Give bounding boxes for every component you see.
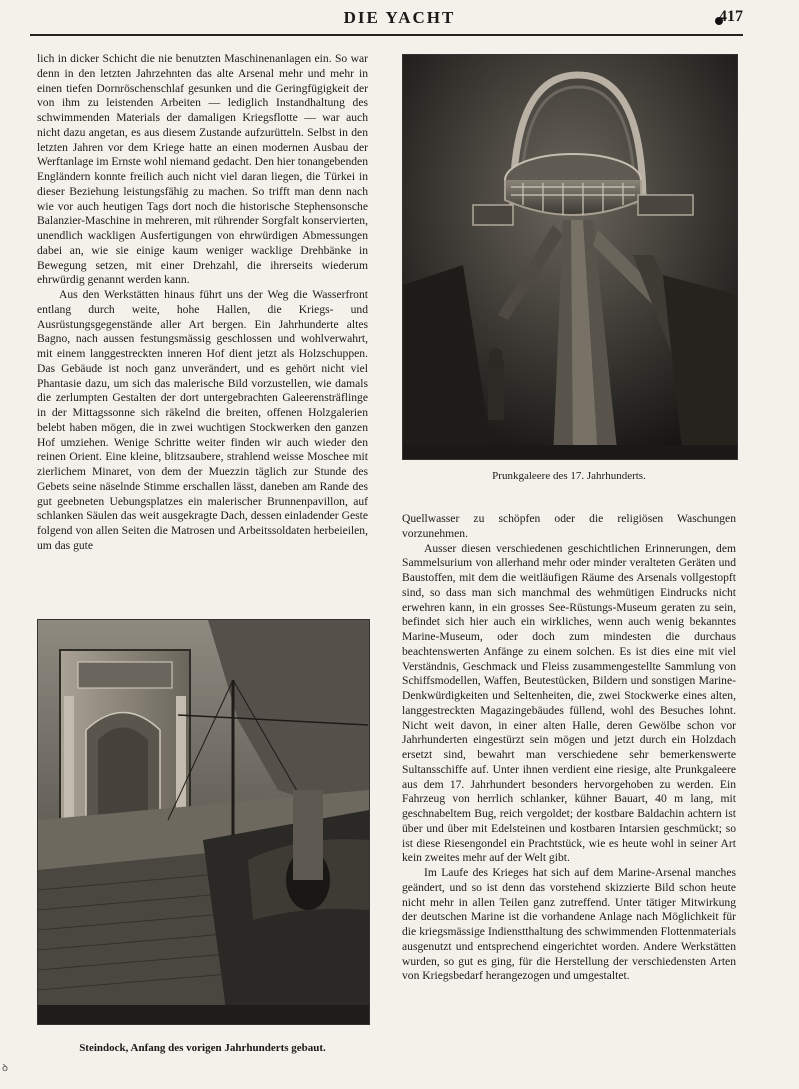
figure-galley	[402, 54, 736, 482]
left-column-text	[37, 52, 368, 554]
page-header	[0, 0, 799, 40]
journal-title: DIE YACHT	[343, 8, 456, 27]
figure-stone-dock	[37, 619, 368, 1054]
dock-photo	[37, 619, 370, 1025]
paragraph: Ausser diesen verschiedenen geschichtlichen Erinnerungen, dem Sammelsurium von allerhand mehr oder minder veralteten Geräten und Baustoffen, mit dem die weitläufigen Räume des Arsenals vollgestopft sind, so dass man sich manchmal des wehmütigen Eindrucks nicht erwehren kann, in ein grosses See-Rüstungs-Museum geraten zu sein, befindet sich hier auch ein wirkliches, wenn auch wenig bekanntes Marine-Museum, oder doch zum mindesten die durchaus beachtenswerten Anfänge zu einem solchen. Es ist dies eine mit viel Verständnis, Geschmack und Fleiss zusammengestellte Sammlung von Schiffsmodellen, Waffen, Beutestücken, Bildern und sonstigen Marine-Denkwürdigkeiten und Seltenheiten, die, zwei Stockwerke eines alten, langgestreckten Magazingebäudes füllend, wohl des Besuches lohnt. Nicht weit davon, in einer alten Halle, deren Gewölbe schon vor Jahrhunderten eingestürzt sein mögen und jetzt durch ein Holzdach ersetzt sind, bewahrt man verschiedene sehr bemerkenswerte Sultansschiffe auf. Unter ihnen verdient eine riesige, alte Prunkgaleere aus dem 17. Jahrhundert besonders hervorgehoben zu werden. Ein Fahrzeug von herrlich schlanker, kühner Bauart, 40 m lang, mit geschnabeltem Bug, reich vergoldet; der kostbare Baldachin achtern ist über und über mit Edelsteinen und kostbaren Intarsien geschmückt; so ist diese Riesengondel ein Prachtstück, wie es heute wohl in seiner Art kein zweites mehr auf der Welt gibt.	[402, 541, 736, 865]
paragraph: Quellwasser zu schöpfen oder die religiösen Waschungen vorzunehmen.	[402, 512, 736, 540]
gutter-mark: ꝺ	[2, 1063, 8, 1074]
paragraph: lich in dicker Schicht die nie benutzten Maschinenanlagen ein. So war denn in den letzten Jahrzehnten das alte Arsenal mehr und mehr in einen tiefen Dornröschenschlaf gesunken und die Geringfügigkeit der von ihm zu leistenden Arbeiten — lediglich Instandhaltung des schwimmenden Materials der damaligen Kriegsflotte — war auch nicht dazu angetan, es aus diesem Zustande aufzurütteln. Selbst in den letzten Jahren vor dem Kriege hatte an einen modernen Ausbau der Werftanlage im Ernste wohl niemand gedacht. Den hier tonangebenden Engländern konnte freilich auch nicht viel daran liegen, die Türkei in dieser Beziehung leistungsfähig zu machen. So trifft man denn nach wie vor auch heutigen Tags dort noch die historische Stephensonsche Balanzier-Maschine in mehreren, mit rührender Sorgfalt konservierten, unendlich wackligen Ausfertigungen von ehrwürdigen Abmessungen dabei an, wie sie einige kaum weniger wacklige Drehbänke in Bewegung setzen, mit einer Drehzahl, die ihrerseits wiederum ehrwürdig genannt werden kann.	[37, 52, 368, 287]
galley-photo	[402, 54, 738, 460]
dock-photo-illustration	[38, 620, 369, 1024]
galley-photo-illustration	[403, 55, 737, 459]
right-column-text	[402, 512, 736, 984]
page-number: 417	[719, 8, 743, 25]
header-rule	[30, 34, 743, 36]
dock-caption: Steindock, Anfang des vorigen Jahrhunderts gebaut.	[79, 1042, 326, 1054]
galley-caption: Prunkgaleere des 17. Jahrhunderts.	[492, 470, 646, 482]
paragraph: Im Laufe des Krieges hat sich auf dem Marine-Arsenal manches geändert, und so ist denn das vorstehend skizzierte Bild schon heute nicht mehr in allen Teilen ganz zutreffend. Unter tätiger Mitwirkung der deutschen Marine ist die vorhandene Anlage nach Möglichkeit für die kriegsmässige Indienstthaltung des schwimmenden Flottenmaterials ausgenutzt und entsprechend eingerichtet worden. Andere Werkstätten wurden, so gut es ging, für die Herstellung der verschiedensten Arten von Kriegsbedarf herangezogen und umgestaltet.	[402, 866, 736, 983]
paragraph: Aus den Werkstätten hinaus führt uns der Weg die Wasserfront entlang durch weite, hohe Hallen, die Kriegs- und Ausrüstungsgegenstände aller Art bergen. Ein Jahrhunderte altes Bagno, nach aussen festungsmässig geschlossen und wohlverwahrt, mit einem langgestreckten inneren Hof dient jetzt als Holzschuppen. Das Gebäude ist noch ganz unverändert, und es gehört nicht viel Phantasie dazu, um sich das malerische Bild vorzustellen, wie damals die zerlumpten Gestalten der dort untergebrachten Galeerensträflinge in der Mittagssonne sich räkelnd die breiten, offenen Holzgalerien belebt haben mögen, die in zwei wuchtigen Stockwerken den ganzen Hof umziehen. Wenige Schritte weiter finden wir auch wieder den reinen Orient. Eine kleine, blitzsaubere, strahlend weisse Moschee mit zierlichem Minaret, von dem der Muezzin täglich zur Stunde des Gebets seine näselnde Stimme erschallen lässt, daneben am Rande des gut geebneten Uebungsplatzes ein malerischer Brunnenpavillon, auf schlanken Säulen das weit ausgekragte Dach, dessen einladender Geste folgend von allen Seiten die Matrosen und Arbeitssoldaten herbeieilen, um das gute	[37, 288, 368, 552]
